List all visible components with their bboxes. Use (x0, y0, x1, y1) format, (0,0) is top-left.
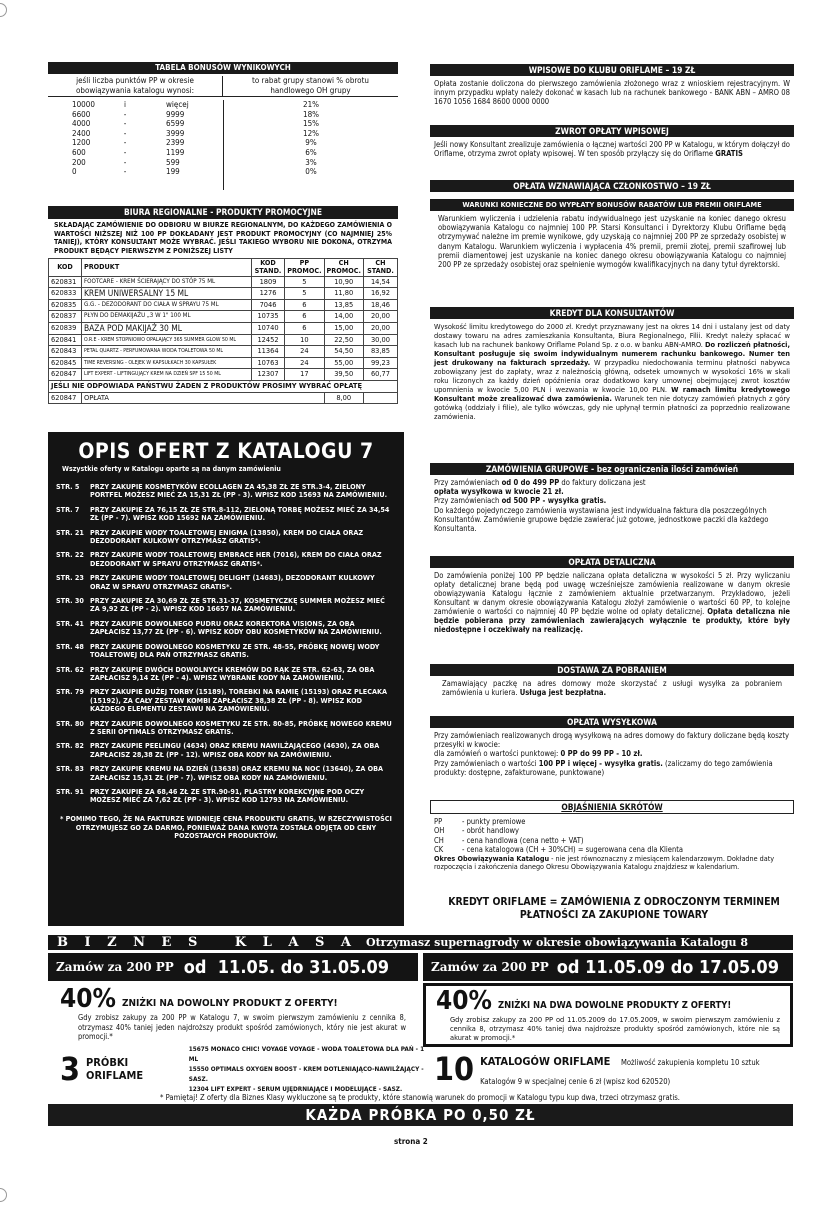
bonus-pct: 6% (305, 147, 317, 157)
offer-item (56, 666, 396, 683)
bonus-pct: 0% (305, 167, 317, 177)
promo-cell: 99,23 (363, 357, 397, 369)
right-order-dates: od 11.05.09 do 17.05.09 (556, 956, 779, 978)
bonus-pct: 18% (303, 109, 319, 119)
promo-cell: 620843 (49, 346, 82, 358)
bonus-col1-header: jeśli liczba punktów PP w okresie obowiązywania katalogu wynosi: (48, 76, 223, 96)
bonus-col2-header: to rabat grupy stanowi % obrotu handlowego OH grupy (252, 76, 369, 95)
bonus-from: 6600 (72, 109, 91, 119)
left-discount-box (48, 983, 418, 1047)
promo-note: JEŚLI NIE ODPOWIADA PAŃSTWU ŻADEN Z PRODUKTÓW PROSIMY WYBRAĆ OPŁATĘ (49, 380, 398, 392)
bonus-pct: 21% (303, 100, 319, 109)
promo-cell: 6 (285, 323, 324, 335)
promo-cell: 6 (285, 311, 324, 323)
promo-cell: 620837 (49, 311, 82, 323)
offer-text: PRZY ZAKUPIE WODY TOALETOWEJ ENIGMA (13850), KREM DO CIAŁA ORAZ DEZODORANT KULKOWY OTRZYMASZ GRATIS*. (90, 527, 364, 546)
bonus-to: 9999 (166, 109, 185, 119)
left-discount-heading: ZNIŻKI NA DOWOLNY PRODUKT Z OFERTY! (122, 998, 338, 1009)
abbreviation-value: - obrót handlowy (462, 826, 519, 836)
promo-cell: 10735 (251, 311, 284, 323)
business-class-band (48, 935, 793, 950)
abbreviation-key: CK (434, 845, 444, 855)
bonus-sep: i (124, 100, 126, 109)
shipping-fee-text: Przy zamówieniach realizowanych drogą wysyłkową na adres domowy do faktury doliczane będą koszty przesyłki w kwocie: dla zamówień o wartości punktowej: 0 PP do 99 PP - 10 zł. Przy zamówieniach o wartości 100 PP i więcej - wysyłka gratis. (zaliczamy do tego zamówienia produkty: dostępne, zafakturowane, punktowane) (434, 731, 790, 777)
bonus-pct: 3% (305, 157, 317, 167)
offer-page: STR. 41 (56, 618, 84, 628)
offer-page: STR. 23 (56, 573, 84, 583)
promo-cell: G.G. - DEZODORANT DO CIAŁA W SPRAYU 75 ML (81, 299, 251, 311)
promo-cell: 12307 (251, 369, 284, 381)
cod-delivery-text: Zamawiający paczkę na adres domowy może skorzystać z usługi wysyłka za pobraniem zamówienia u kuriera. Usługa jest bezpłatna. (442, 679, 782, 698)
offers-title: OPIS OFERT Z KATALOGU 7 (78, 439, 374, 463)
offer-page: STR. 82 (56, 741, 84, 751)
offer-item (56, 620, 396, 637)
fee-value: 8,00 (324, 392, 363, 404)
shipping-fee-section (430, 716, 794, 777)
bonus-sep: - (123, 128, 127, 138)
abbreviations-section (430, 800, 794, 872)
sample-price-banner: KAŻDA PRÓBKA PO 0,50 ZŁ (48, 1104, 793, 1126)
catalogs-count: 10 (434, 1050, 475, 1088)
bonus-from: 10000 (72, 100, 95, 109)
offers-footnote: * POMIMO TEGO, ŻE NA FAKTURZE WIDNIEJE CENA PRODUKTU GRATIS, W RZECZYWISTOŚCI OTRZYMUJESZ GO ZA DARMO, PONIEWAŻ DANA KWOTA ZOSTAŁA ODJĘTA OD CENY POZOSTAŁYCH PRODUKTÓW. (60, 813, 392, 841)
promo-cell: 620839 (49, 323, 82, 335)
promo-cell: 10740 (251, 323, 284, 335)
promo-row (49, 323, 398, 335)
promo-cell: 83,85 (363, 346, 397, 358)
abbreviation-key: PP (434, 817, 443, 826)
retail-fee-section (430, 556, 794, 634)
promo-cell: 15,00 (324, 323, 363, 335)
bonus-from: 200 (72, 157, 86, 167)
promo-row (49, 276, 398, 288)
fee-code: 620847 (49, 392, 82, 404)
samples-label: PRÓBKI ORIFLAME (86, 1056, 144, 1082)
right-discount-text: Gdy zrobisz zakupy za 200 PP od 11.05.2009 do 17.05.2009, w swoim pierwszym zamówieniu z cennika 8, otrzymasz 40% taniej dwa najdroższe produkty spośród zamówionych, które nie są akurat w promocji.* (450, 1015, 780, 1043)
promo-title: BIURA REGIONALNE - PRODUKTY PROMOCYJNE (48, 206, 398, 219)
promo-cell: 10 (285, 334, 324, 346)
promo-cell: 620835 (49, 299, 82, 311)
offer-item (56, 742, 396, 759)
promo-cell: 24 (285, 346, 324, 358)
bonus-sep: - (123, 119, 127, 129)
bonus-table-title: TABELA BONUSÓW WYNIKOWYCH (48, 62, 398, 74)
promo-cell: KREM UNIWERSALNY 15 ML (81, 288, 251, 300)
offer-text: PRZY ZAKUPIE DOWOLNEGO PUDRU ORAZ KOREKTORA VISIONS, ZA OBA ZAPŁACISZ 13,77 ZŁ (PP - 6). WPISZ KODY OBU KOSMETYKÓW NA ZAMÓWIENIU. (90, 618, 382, 637)
bonus-to: 199 (166, 167, 180, 177)
offer-text: PRZY ZAKUPIE WODY TOALETOWEJ EMBRACE HER (7016), KREM DO CIAŁA ORAZ DEZODORANT W SPRAYU OTRZYMASZ GRATIS*. (90, 550, 382, 568)
bonus-from: 1200 (72, 138, 91, 148)
bonus-conditions-text: Warunkiem wyliczenia i udzielenia rabatu indywidualnego jest uzyskanie na koniec danego okresu obowiązywania Katalogu co najmniej 100 PP. Starsi Konsultanci i Dyrektorzy Klubu Oriflame będą otrzymywać należne im premie wynikowe, gdy uzyskają co najmniej 200 PP ze sprzedaży osobistej w danym Katalogu. Warunkiem wyliczenia i wypłacenia 4% premii, premii złotej, premii szafirowej lub premii diamentowej jest uzyskanie na koniec danego okresu obowiązywania Katalogu co najmniej 200 PP ze sprzedaży osobistej oraz spełnienie wymogów kwalifikacyjnych na dany tytuł dyrektorski. (438, 214, 786, 270)
offer-text: PRZY ZAKUPIE PEELINGU (4634) ORAZ KREMU NAWILŻAJĄCEGO (4630), ZA OBA ZAPŁACISZ 28,38 ZŁ (PP - 12). WPISZ OBA KODY NA ZAMÓWIENIU. (90, 741, 380, 759)
renewal-fee-section (430, 180, 794, 195)
promo-row (49, 346, 398, 358)
offer-page: STR. 30 (56, 596, 84, 606)
promo-cell: 54,50 (324, 346, 363, 358)
promo-cell: 5 (285, 276, 324, 288)
right-discount-percent: 40% (436, 986, 492, 1016)
promo-intro: SKŁADAJĄC ZAMÓWIENIE DO ODBIORU W BIURZE REGIONALNYM, DO KAŻDEGO ZAMÓWIENIA O WARTOŚCI NIŻSZEJ NIŻ 100 PP DOKŁADANY JEST PRODUKT PROMOCYJNY (CO NAJMNIEJ 25% TANIEJ), KTÓRY KONSULTANT MOŻE WYBRAĆ. JEŚLI TAKIEGO WYBORU NIE DOKONA, OTRZYMA PRODUKT BĘDĄCY PIERWSZYM Z PONIŻSZEJ LISTY (54, 221, 392, 256)
promo-cell: 10763 (251, 357, 284, 369)
promo-header: KOD STAND. (251, 258, 284, 276)
right-offer-header (423, 953, 793, 981)
credit-section (430, 307, 794, 421)
group-orders-title: ZAMÓWIENIA GRUPOWE - bez ograniczenia ilości zamówień (430, 463, 794, 475)
promo-cell: 5 (285, 288, 324, 300)
abbreviations-title: OBJAŚNIENIA SKRÓTÓW (430, 800, 794, 814)
bonus-to: 599 (166, 157, 180, 167)
offer-item (56, 483, 396, 500)
offer-text: PRZY ZAKUPIE ZA 68,46 ZŁ ZE STR.90-91, PLASTRY KOREKCYJNE POD OCZY MOŻESZ MIEĆ ZA 7,62 ZŁ (PP - 3). WPISZ KOD 12793 NA ZAMÓWIENIU. (90, 786, 365, 805)
catalogs-text: Możliwość zakupienia kompletu 10 sztuk Katalogów 9 w specjalnej cenie 6 zł (wpisz kod 620520) (480, 1058, 760, 1086)
bonus-to: 1199 (166, 147, 185, 157)
bonus-to: 6599 (166, 119, 185, 129)
offer-item (56, 506, 396, 523)
promo-header: PP PROMOC. (285, 258, 324, 276)
promo-cell: 22,50 (324, 334, 363, 346)
bonus-pct: 15% (303, 119, 319, 129)
credit-title: KREDYT DLA KONSULTANTÓW (430, 307, 794, 319)
promo-cell: 16,92 (363, 288, 397, 300)
promo-cell: 14,00 (324, 311, 363, 323)
promo-cell: TIME REVERSING - OLEJEK W KAPSUŁKACH 30 KAPSUŁEK (81, 357, 251, 369)
bonus-from: 0 (72, 167, 77, 177)
right-discount-heading: ZNIŻKI NA DWA DOWOLNE PRODUKTY Z OFERTY! (498, 1000, 732, 1011)
offer-page: STR. 5 (56, 482, 80, 491)
offer-item (56, 551, 396, 568)
promo-cell: 13,85 (324, 299, 363, 311)
promo-cell: BAZA POD MAKIJAŻ 30 ML (81, 323, 251, 335)
promo-cell: 24 (285, 357, 324, 369)
promo-row (49, 299, 398, 311)
offer-text: PRZY ZAKUPIE DWÓCH DOWOLNYCH KREMÓW DO RĄK ZE STR. 62-63, ZA OBA ZAPŁACISZ 9,14 ZŁ (PP - 4). WPISZ WYBRANE KODY NA ZAMÓWIENIU. (90, 664, 375, 682)
offer-text: PRZY ZAKUPIE WODY TOALETOWEJ DELIGHT (14683), DEZODORANT KULKOWY ORAZ W SPRAYU OTRZYMASZ GRATIS*. (90, 573, 375, 591)
bonus-from: 600 (72, 147, 86, 157)
promo-row (49, 369, 398, 381)
bonus-sep: - (123, 109, 127, 119)
offer-item (56, 765, 396, 782)
retail-fee-title: OPŁATA DETALICZNA (430, 556, 794, 568)
left-discount-percent: 40% (60, 984, 116, 1014)
promo-cell: 60,77 (363, 369, 397, 381)
offer-page: STR. 22 (56, 550, 84, 560)
promo-cell: 18,46 (363, 299, 397, 311)
sample-item: 12304 LIFT EXPERT - SERUM UJĘDRNIAJĄCE I MODELUJĄCE - SASZ. (188, 1085, 403, 1093)
promo-row (49, 334, 398, 346)
offer-page: STR. 91 (56, 786, 84, 796)
offer-text: PRZY ZAKUPIE DUŻEJ TORBY (15189), TOREBKI NA RAMIĘ (15193) ORAZ PLECAKA (15192), ZA CAŁY ZESTAW KOMBI ZAPŁACISZ 38,38 ZŁ (PP - 8). WPISZ KOD KAŻDEGO ELEMENTU ZESTAWU NA ZAMÓWIENIU. (90, 687, 387, 714)
left-offer-header (48, 953, 418, 981)
catalogs-label: KATALOGÓW ORIFLAME (480, 1055, 611, 1068)
promo-cell: 620841 (49, 334, 82, 346)
offer-text: PRZY ZAKUPIE DOWOLNEGO KOSMETYKU ZE STR. 48-55, PRÓBKĘ NOWEJ WODY TOALETOWEJ DLA PAŃ OTRZYMASZ GRATIS. (90, 641, 380, 660)
offers-subtitle: Wszystkie oferty w Katalogu oparte są na danym zamówieniu (62, 465, 281, 473)
bonus-from: 2400 (72, 128, 91, 138)
offer-page: STR. 80 (56, 718, 84, 728)
shipping-fee-title: OPŁATA WYSYŁKOWA (430, 716, 794, 728)
promo-header: KOD (49, 258, 82, 276)
offer-item (56, 643, 396, 660)
offer-page: STR. 83 (56, 764, 84, 774)
abbreviation-key: CH (434, 835, 444, 845)
offer-text: PRZY ZAKUPIE KREMU NA DZIEŃ (13638) ORAZ KREMU NA NOC (13640), ZA OBA ZAPŁACISZ 15,31 ZŁ (PP - 7). WPISZ OBA KODY NA ZAMÓWIENIU. (90, 764, 384, 782)
credit-slogan: KREDYT ORIFLAME = ZAMÓWIENIA Z ODROCZONYM TERMINEM PŁATNOŚCI ZA ZAKUPIONE TOWARY (448, 896, 780, 921)
catalogs-offer (434, 1049, 794, 1089)
business-class-label: B I Z N E S K L A S A (56, 935, 358, 950)
entry-fee-text: Opłata zostanie doliczona do pierwszego zamówienia złożonego wraz z wnioskiem rejestracyjnym. W innym przypadku wpłaty należy dokonać w kasach lub na rachunek bankowego - BANK ABN – AMRO 08 1670 1056 1684 8600 0000 0000 (434, 79, 790, 107)
offer-page: STR. 48 (56, 641, 84, 651)
left-discount-text: Gdy zrobisz zakupy za 200 PP w Katalogu 7, w swoim pierwszym zamówieniu z cennika 8, otrzymasz 40% taniej jeden najdroższy produkt spośród zamówionych, który nie jest akurat w promocji.* (78, 1013, 406, 1042)
promo-cell: 6 (285, 299, 324, 311)
offer-item (56, 720, 396, 737)
promo-cell: 11,80 (324, 288, 363, 300)
retail-fee-text: Do zamówienia poniżej 100 PP będzie naliczana opłata detaliczna w wysokości 5 zł. Przy wyliczaniu opłaty detalicznej brane będą pod uwagę wcześniejsze zamówienia realizowane w danym okresie obowiązywania Katalogu łącznie z zamówieniem aktualnie przetwarzanym. Przykładowo, jeżeli Konsultant w danym okresie obowiązywania Katalogu złożył zamówienie o wartości 60 PP, to kolejne zamówienie o wartości co najmniej 40 PP będzie wolne od opłaty detalicznej. Opłata detaliczna nie będzie pobierana przy zamówieniach zawierających wyłącznie te produkty, które były niedostępne i oczekiwały na realizację. (434, 571, 790, 634)
crop-mark-bottom-left (0, 1188, 7, 1202)
crop-mark-top-left (0, 3, 7, 17)
offer-page: STR. 21 (56, 527, 84, 537)
remember-note: * Pamiętaj! Z oferty dla Biznes Klasy wykluczone są te produkty, które stanowią warunek do promocji w Katalogu typu kup dwa, trzeci otrzymasz gratis. (160, 1093, 680, 1102)
fee-refund-text: Jeśli nowy Konsultant zrealizuje zamówienia o łącznej wartości 200 PP w Katalogu, w którym dołączył do Oriflame, otrzyma zwrot opłaty wpisowej. W ten sposób przyłączy się do Oriflame GRATIS (434, 140, 790, 159)
bonus-to: więcej (166, 100, 189, 109)
bonus-sep: - (123, 157, 127, 167)
promo-cell: 12452 (251, 334, 284, 346)
bonus-to: 3999 (166, 128, 185, 138)
page-number: strona 2 (394, 1137, 428, 1146)
promo-cell: 17 (285, 369, 324, 381)
right-discount-box (423, 983, 793, 1047)
promo-row (49, 311, 398, 323)
entry-fee-section (430, 64, 794, 107)
promo-cell: 620847 (49, 369, 82, 381)
abbreviation-item (434, 836, 790, 845)
promo-cell: PŁYN DO DEMAKIJAŻU „3 W 1" 100 ML (81, 311, 251, 323)
promo-cell: 14,54 (363, 276, 397, 288)
promo-cell: 620833 (49, 288, 82, 300)
promo-cell: FOOTCARE - KREM ŚCIERAJĄCY DO STÓP 75 ML (81, 276, 251, 288)
bonus-pct: 12% (303, 128, 319, 138)
fee-label: OPŁATA (81, 392, 324, 404)
fee-refund-section (430, 125, 794, 158)
promo-cell: 7046 (251, 299, 284, 311)
bonus-conditions-section (430, 199, 794, 269)
abbreviations-note: Okres Obowiązywania Katalogu - nie jest równoznaczny z miesiącem kalendarzowym. Dokładne daty rozpoczęcia i zakończenia danego Okresu Obowiązywania Katalogu znajdziesz w kalendarium. (434, 853, 775, 872)
business-class-tagline: Otrzymasz supernagrody w okresie obowiązywania Katalogu 8 (366, 936, 749, 949)
credit-text: Wysokość limitu kredytowego do 2000 zł. Kredyt przyznawany jest na okres 14 dni i ustalany jest od daty dostawy towaru na adres zamieszkania Konsultanta, Biura Regionalnego, Filii. Kredyt należy spłacać w kasach lub na rachunek bankowy Oriflame Poland Sp. z o.o. w banku ABN-AMRO. Do rozliczeń płatności, Konsultant posługuje się swoim indywidualnym numerem rachunku bankowego. Numer ten jest drukowany na fakturach sprzedaży. W przypadku niedochowania terminu płatności nabywca zobowiązany jest do zapłaty, wraz z należnością główną, odsetek umownych w wysokości 16% w skali roku liczonych za każdy dzień opóźnienia oraz dodatkowo kary umownej obejmującej zwrot kosztów upomnienia w kwocie 5,00 PLN i wezwania w kwocie 10,00 PLN. W ramach limitu kredytowego Konsultant może zrealizować dwa zamówienia. Warunek ten nie dotyczy zamówień płatnych z góry gotówką (oddziały i filie), ale tylko wówczas, gdy nie upłynął termin płatności za poprzednio realizowane zamówienia. (434, 322, 790, 421)
bonus-sep: - (123, 147, 127, 157)
promo-row (49, 357, 398, 369)
abbreviations-list (430, 817, 794, 855)
offer-page: STR. 79 (56, 687, 84, 697)
offer-text: PRZY ZAKUPIE DOWOLNEGO KOSMETYKU ZE STR. 80-85, PRÓBKĘ NOWEGO KREMU Z SERII OPTIMALS OTRZYMASZ GRATIS. (90, 718, 392, 736)
renewal-fee-title: OPŁATA WZNAWIAJĄCA CZŁONKOSTWO – 19 ZŁ (430, 180, 794, 192)
bonus-sep: - (123, 138, 127, 148)
promo-cell: 39,50 (324, 369, 363, 381)
promo-table (48, 258, 398, 404)
cod-delivery-title: DOSTAWA ZA POBRANIEM (430, 664, 794, 676)
group-orders-text: Przy zamówieniach od 0 do 499 PP do faktury doliczana jest opłata wysyłkowa w kwocie 21 zł. Przy zamówieniach od 500 PP - wysyłka gratis. Do każdego pojedynczego zamówienia wystawiana jest indywidualna faktura dla poszczególnych Konsultantów. Zamówienie grupowe będzie zawierać już gotowe, jednostkowe paczki dla każdego Konsultanta. (434, 478, 769, 534)
abbreviation-value: - cena handlowa (cena netto + VAT) (462, 835, 584, 845)
promo-section (48, 206, 398, 404)
offer-text: PRZY ZAKUPIE KOSMETYKÓW ECOLLAGEN ZA 45,38 ZŁ ZE STR.3-4, ZIELONY PORTFEL MOŻESZ MIEĆ ZA 15,31 ZŁ (PP - 3). WPISZ KOD 15693 NA ZAMÓWIENIU. (90, 482, 388, 500)
bonus-sep: - (123, 167, 127, 177)
promo-header: CH PROMOC. (324, 258, 363, 276)
offer-item (56, 597, 396, 614)
abbreviation-value: - punkty premiowe (462, 817, 526, 826)
abbreviation-item (434, 826, 790, 835)
bonus-conditions-title: WARUNKI KONIECZNE DO WYPŁATY BONUSÓW RABATÓW LUB PREMII ORIFLAME (430, 199, 794, 211)
promo-cell: PETAL QUARTZ - PERFUMOWANA WODA TOALETOWA 50 ML (81, 346, 251, 358)
promo-cell: 11364 (251, 346, 284, 358)
left-order-label: Zamów za 200 PP (56, 960, 174, 974)
bonus-table-section (48, 62, 398, 177)
offer-item (56, 529, 396, 546)
sample-item: 15550 OPTIMALS OXYGEN BOOST - KREM DOTLENIAJĄCO-NAWILŻAJĄCY - SASZ. (188, 1065, 424, 1083)
promo-header: CH STAND. (363, 258, 397, 276)
promo-cell: 20,00 (363, 311, 397, 323)
offer-item (56, 688, 396, 713)
promo-cell: 55,00 (324, 357, 363, 369)
promo-header: PRODUKT (81, 258, 251, 276)
bonus-pct: 9% (305, 138, 317, 148)
promo-cell: 1276 (251, 288, 284, 300)
promo-cell: LIFT EXPERT - LIFTINGUJĄCY KREM NA DZIEŃ SPF 15 50 ML (81, 369, 251, 381)
promo-cell: 1809 (251, 276, 284, 288)
promo-cell: 30,00 (363, 334, 397, 346)
offer-item (56, 788, 396, 805)
fee-refund-title: ZWROT OPŁATY WPISOWEJ (430, 125, 794, 137)
bonus-to: 2399 (166, 138, 185, 148)
bonus-from: 4000 (72, 119, 91, 129)
samples-offer (60, 1045, 430, 1093)
promo-cell: 620845 (49, 357, 82, 369)
abbreviation-value: - cena katalogowa (CH + 30%CH) = sugerowana cena dla Klienta (462, 845, 684, 855)
entry-fee-title: WPISOWE DO KLUBU ORIFLAME – 19 ZŁ (430, 64, 794, 76)
promo-cell: 20,00 (363, 323, 397, 335)
abbreviation-item (434, 817, 790, 826)
offer-text: PRZY ZAKUPIE ZA 30,69 ZŁ ZE STR.31-37, KOSMETYCZKĘ SUMMER MOŻESZ MIEĆ ZA 9,92 ZŁ (PP - 2). WPISZ KOD 16657 NA ZAMÓWIENIU. (90, 596, 385, 614)
cod-delivery-section (430, 664, 794, 697)
right-order-label: Zamów za 200 PP (431, 960, 549, 974)
sample-item: 15675 MONACO CHIC! VOYAGE VOYAGE - WODA TOALETOWA DLA PAŃ - 1 ML (188, 1045, 425, 1063)
left-order-dates: od 11.05. do 31.05.09 (183, 956, 390, 978)
offer-item (56, 574, 396, 591)
promo-cell: O.R.E - KREM STOPNIOWO OPALAJĄCY 365 SUMMER GLOW 50 ML (81, 334, 251, 346)
promo-row (49, 288, 398, 300)
samples-count: 3 (60, 1050, 81, 1088)
abbreviation-key: OH (434, 826, 445, 836)
offer-page: STR. 7 (56, 504, 80, 514)
offer-page: STR. 62 (56, 664, 84, 674)
group-orders-section (430, 463, 794, 533)
promo-cell: 10,90 (324, 276, 363, 288)
offers-box (48, 432, 404, 926)
promo-cell: 620831 (49, 276, 82, 288)
offer-text: PRZY ZAKUPIE ZA 76,15 ZŁ ZE STR.8-112, ZIELONĄ TORBĘ MOŻESZ MIEĆ ZA 34,54 ZŁ (PP - 7). WPISZ KOD 15692 NA ZAMÓWIENIU. (90, 504, 390, 523)
